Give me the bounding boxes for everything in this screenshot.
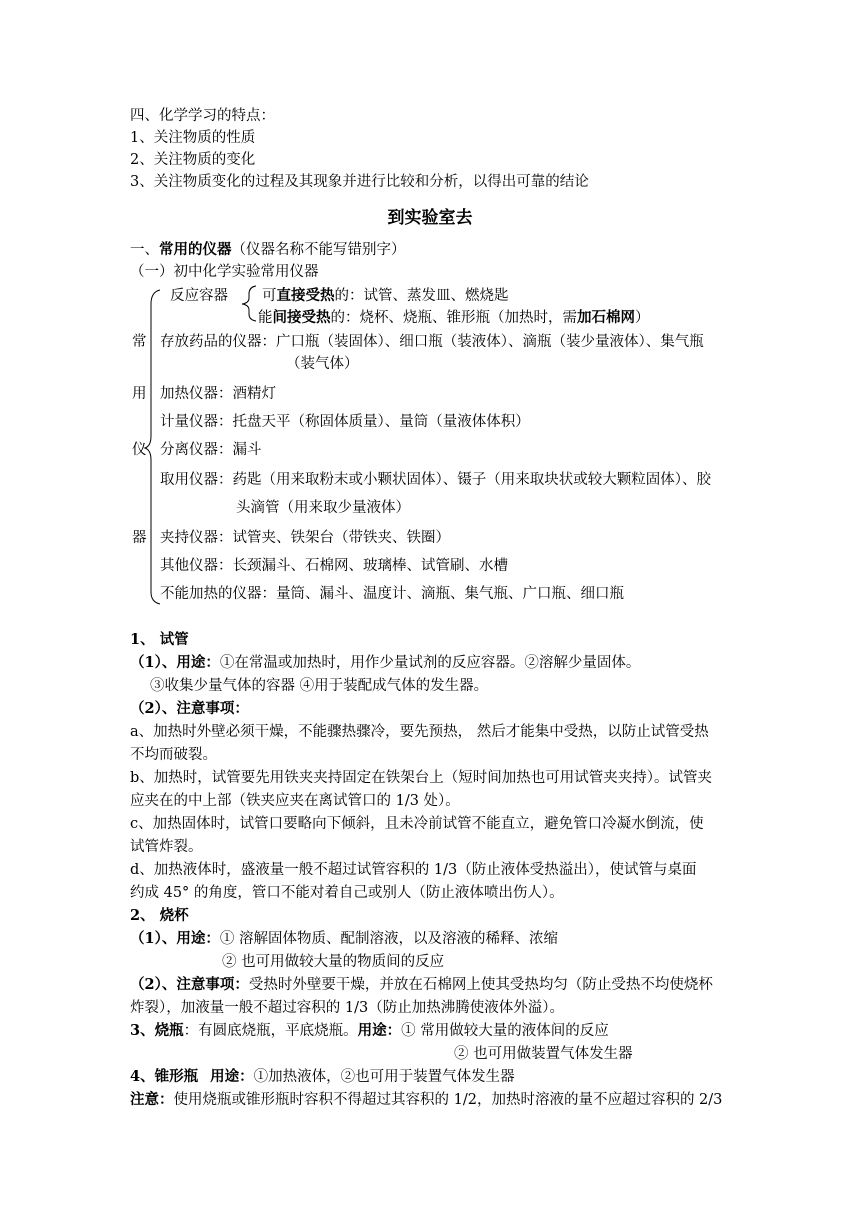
testtube-b1: b、加热时，试管要先用铁夹夹持固定在铁架台上（短时间加热也可用试管夹夹持）。试管夹	[130, 770, 713, 786]
testtube-c2: 试管炸裂。	[130, 839, 203, 855]
beaker-use-1: （1）、用途：① 溶解固体物质、配制溶液，以及溶液的稀释、浓缩	[130, 930, 558, 947]
beaker-note-2: 炸裂），加液量一般不超过容积的 1/3（防止加热沸腾使液体外溢）。	[130, 1000, 564, 1016]
heating-line: 加热仪器：酒精灯	[160, 386, 276, 402]
side-char-1: 常	[132, 334, 147, 350]
testtube-d1: d、加热液体时，盛液量一般不超过试管容积的 1/3（防止液体受热溢出），使试管与桌面	[130, 862, 697, 878]
caution-line: 注意：使用烧瓶或锥形瓶时容积不得超过其容积的 1/2，加热时溶液的量不应超过容积的 2/3	[130, 1091, 723, 1108]
testtube-d2: 约成 45° 的角度，管口不能对着自己或别人（防止液体喷出伤人）。	[130, 885, 564, 901]
part1-subheading: （一）初中化学实验常用仪器	[130, 264, 319, 280]
direct-heat-line: 可直接受热的：试管、蒸发皿、燃烧匙	[262, 287, 509, 304]
storage-line-2: （装气体）	[286, 356, 359, 372]
testtube-b2: 应夹在的中上部（铁夹应夹在离试管口的 1/3 处）。	[130, 793, 460, 809]
side-char-4: 器	[132, 530, 147, 546]
section4-item-2: 2、关注物质的变化	[130, 152, 256, 168]
side-char-2: 用	[132, 386, 147, 402]
taking-line-2: 头滴管（用来取少量液体）	[236, 500, 410, 516]
holding-line: 夹持仪器：试管夹、铁架台（带铁夹、铁圈）	[160, 530, 450, 546]
testtube-a2: 不均而破裂。	[130, 747, 217, 763]
beaker-note-1: （2）、注意事项：受热时外壁要干燥，并放在石棉网上使其受热均匀（防止受热不均使烧杯	[130, 976, 713, 993]
section4-item-1: 1、关注物质的性质	[130, 130, 256, 146]
indirect-heat-line: 能间接受热的：烧杯、烧瓶、锥形瓶（加热时，需加石棉网）	[258, 309, 650, 326]
testtube-note-label: （2）、注意事项：	[130, 700, 249, 717]
section4-item-3: 3、关注物质变化的过程及其现象并进行比较和分析，以得出可靠的结论	[130, 174, 589, 190]
testtube-title: 1、 试管	[130, 631, 189, 648]
section4-title: 四、化学学习的特点：	[130, 108, 275, 124]
conical-line: 4、锥形瓶 用途：①加热液体，②也可用于装置气体发生器	[130, 1068, 515, 1085]
separating-line: 分离仪器：漏斗	[160, 442, 262, 458]
flask-line-2: ② 也可用做装置气体发生器	[454, 1046, 633, 1062]
flask-line-1: 3、烧瓶：有圆底烧瓶，平底烧瓶。用途：① 常用做较大量的液体间的反应	[130, 1022, 609, 1039]
reaction-label: 反应容器	[170, 288, 228, 304]
testtube-use-2: ③收集少量气体的容器 ④用于装配成气体的发生器。	[150, 678, 489, 694]
nonheat-line: 不能加热的仪器：量筒、漏斗、温度计、滴瓶、集气瓶、广口瓶、细口瓶	[160, 586, 624, 602]
others-line: 其他仪器：长颈漏斗、石棉网、玻璃棒、试管刷、水槽	[160, 558, 508, 574]
testtube-use-1: （1）、用途：①在常温或加热时，用作少量试剂的反应容器。②溶解少量固体。	[130, 654, 641, 671]
testtube-c1: c、加热固体时，试管口要略向下倾斜，且未冷前试管不能直立，避免管口冷凝水倒流，使	[130, 816, 704, 832]
beaker-use-2: ② 也可用做较大量的物质间的反应	[222, 954, 445, 970]
side-char-3: 仪	[132, 442, 147, 458]
beaker-title: 2、 烧杯	[130, 907, 189, 924]
testtube-a1: a、加热时外壁必须干燥，不能骤热骤冷，要先预热， 然后才能集中受热，以防止试管受热	[130, 724, 709, 740]
part1-heading: 一、常用的仪器（仪器名称不能写错别字）	[130, 241, 406, 258]
storage-line-1: 存放药品的仪器：广口瓶（装固体）、细口瓶（装液体）、滴瓶（装少量液体）、集气瓶	[160, 334, 704, 350]
lab-title: 到实验室去	[387, 208, 473, 228]
measuring-line: 计量仪器：托盘天平（称固体质量）、量筒（量液体体积）	[160, 414, 530, 430]
taking-line-1: 取用仪器：药匙（用来取粉末或小颗状固体）、镊子（用来取块状或较大颗粒固体）、胶	[160, 472, 711, 488]
